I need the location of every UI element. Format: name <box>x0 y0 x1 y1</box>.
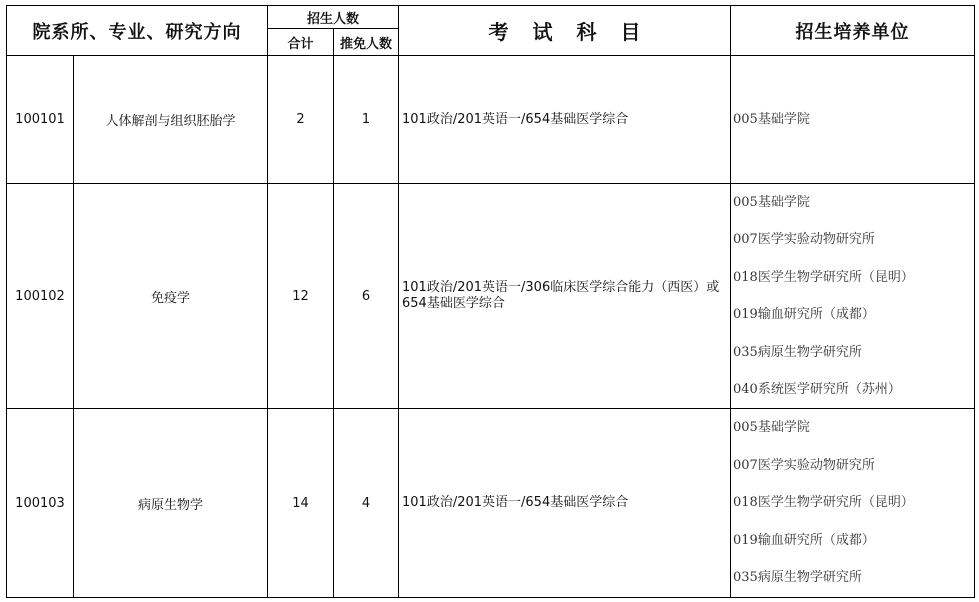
enroll-total: 14 <box>268 409 334 598</box>
unit-item: 018医学生物学研究所（昆明） <box>733 495 914 511</box>
table-row <box>7 409 975 598</box>
major-code: 100103 <box>7 409 74 598</box>
unit-item: 005基础学院 <box>733 195 810 210</box>
major-code: 100102 <box>7 184 74 409</box>
unit-item: 007医学实验动物研究所 <box>733 457 875 473</box>
unit-item: 035病原生物学研究所 <box>733 569 862 585</box>
header-exempt: 推免人数 <box>334 29 399 56</box>
units-cell <box>731 184 975 409</box>
unit-item: 040系统医学研究所（苏州） <box>733 381 901 397</box>
unit-item: 035病原生物学研究所 <box>733 344 862 360</box>
exam-subjects: 101政治/201英语一/654基础医学综合 <box>399 56 731 184</box>
enroll-total: 12 <box>268 184 334 409</box>
unit-item: 005基础学院 <box>733 420 810 436</box>
major-name: 人体解剖与组织胚胎学 <box>74 56 268 184</box>
exam-subjects: 101政治/201英语一/306临床医学综合能力（西医）或654基础医学综合 <box>399 184 731 409</box>
unit-item: 007医学实验动物研究所 <box>733 232 875 248</box>
header-dept-major: 院系所、专业、研究方向 <box>7 6 268 56</box>
units-cell <box>731 56 975 184</box>
table-row <box>7 56 975 184</box>
exam-subjects: 101政治/201英语一/654基础医学综合 <box>399 409 731 598</box>
major-name: 病原生物学 <box>74 409 268 598</box>
major-name: 免疫学 <box>74 184 268 409</box>
enroll-total: 2 <box>268 56 334 184</box>
major-code: 100101 <box>7 56 74 184</box>
enroll-exempt: 1 <box>334 56 399 184</box>
table-row <box>7 184 975 409</box>
unit-item: 018医学生物学研究所（昆明） <box>733 269 914 285</box>
header-enroll: 招生人数 <box>268 6 399 29</box>
units-cell <box>731 409 975 598</box>
unit-item: 005基础学院 <box>733 111 810 127</box>
unit-item: 019输血研究所（成都） <box>733 307 875 323</box>
enroll-exempt: 6 <box>334 184 399 409</box>
enrollment-table <box>6 5 975 598</box>
unit-item: 019输血研究所（成都） <box>733 532 875 548</box>
header-units: 招生培养单位 <box>731 6 975 56</box>
header-exam: 考试科目 <box>399 6 731 56</box>
header-total: 合计 <box>268 29 334 56</box>
enroll-exempt: 4 <box>334 409 399 598</box>
